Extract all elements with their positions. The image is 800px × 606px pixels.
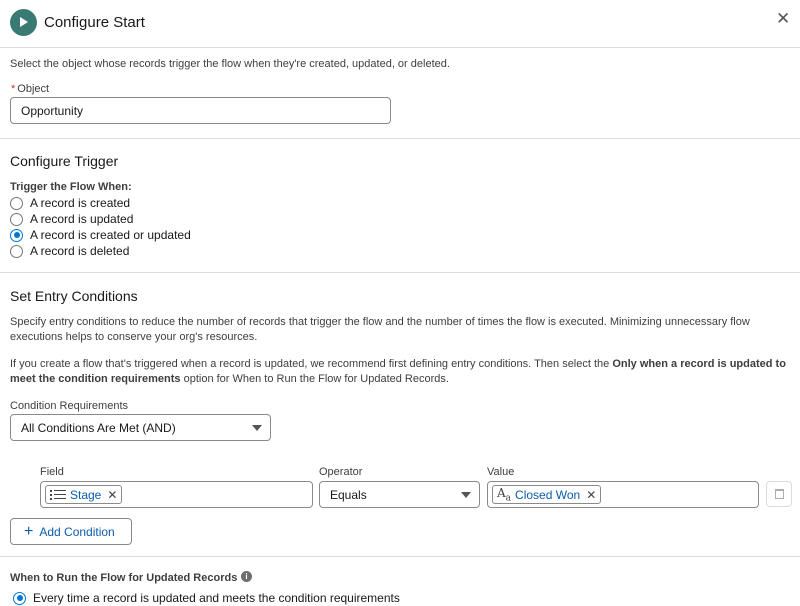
divider [0, 556, 800, 557]
object-input[interactable]: Opportunity [10, 97, 391, 124]
entry-conditions-title: Set Entry Conditions [10, 288, 138, 304]
value-pill-label: Closed Won [515, 487, 581, 502]
plus-icon: + [24, 522, 34, 540]
object-description: Select the object whose records trigger the flow when they're created, updated, or deleted. [10, 58, 450, 70]
recommendation-bold-text: Only when a record is updated to meet the condition requirements [10, 358, 786, 385]
delete-condition-button[interactable] [766, 481, 792, 507]
trash-icon [775, 489, 784, 499]
divider [0, 138, 800, 139]
radio-button[interactable] [10, 197, 23, 210]
close-icon[interactable]: ✕ [586, 487, 597, 502]
radio-option-created[interactable] [10, 195, 130, 211]
required-mark: * [11, 83, 16, 95]
object-label-text: Object [17, 83, 50, 95]
modal-header [0, 0, 800, 48]
radio-button[interactable] [10, 213, 23, 226]
divider [0, 272, 800, 273]
field-column-label: Field [40, 466, 64, 478]
trigger-label: Trigger the Flow When: [10, 181, 132, 193]
field-pill-label: Stage [70, 487, 102, 502]
value-input[interactable] [487, 481, 759, 508]
condition-requirements-select[interactable] [10, 414, 271, 441]
operator-value: Equals [330, 488, 367, 502]
operator-column-label: Operator [319, 466, 363, 478]
entry-conditions-description: Specify entry conditions to reduce the number of records that trigger the flow and the number of times the flow is executed. Minimizing unnecessary flow executions helps to conserve your org's resources. [10, 316, 750, 343]
radio-option-updated[interactable] [10, 211, 133, 227]
run-section-title: When to Run the Flow for Updated Records [10, 572, 238, 584]
field-input[interactable] [40, 481, 313, 508]
list-icon [50, 489, 66, 501]
text-icon: $A_a$ [497, 485, 512, 504]
radio-option-every-time[interactable] [13, 590, 400, 606]
recommendation-text-end: option for When to Run the Flow for Updated Records. [180, 372, 449, 385]
close-icon[interactable]: ✕ [107, 487, 118, 502]
condition-requirements-label: Condition Requirements [10, 400, 129, 412]
radio-label: Every time a record is updated and meets the condition requirements [33, 591, 400, 605]
info-icon[interactable]: i [241, 571, 252, 582]
radio-label: A record is updated [30, 212, 134, 226]
modal-title: Configure Start [44, 14, 145, 31]
radio-button-selected[interactable] [13, 592, 26, 605]
value-pill [492, 485, 601, 504]
object-label [11, 83, 49, 95]
radio-label: A record is created [30, 196, 131, 210]
radio-label: A record is created or updated [30, 228, 191, 242]
entry-conditions-recommendation [10, 357, 788, 386]
radio-option-deleted[interactable] [10, 243, 129, 259]
close-icon[interactable]: ✕ [776, 9, 791, 28]
chevron-down-icon [252, 425, 262, 431]
value-column-label: Value [487, 466, 515, 478]
add-condition-label: Add Condition [39, 524, 115, 539]
radio-label: A record is deleted [30, 244, 130, 258]
radio-option-created-or-updated[interactable] [10, 227, 191, 243]
radio-button-selected[interactable] [10, 229, 23, 242]
condition-requirements-value: All Conditions Are Met (AND) [21, 421, 176, 435]
field-pill [45, 485, 122, 504]
recommendation-text: If you create a flow that's triggered when a record is updated, we recommend first defining entry conditions. Then select the [10, 358, 613, 370]
configure-trigger-title: Configure Trigger [10, 153, 119, 169]
add-condition-button[interactable] [10, 518, 132, 545]
chevron-down-icon [461, 492, 471, 498]
radio-button[interactable] [10, 245, 23, 258]
operator-select[interactable] [319, 481, 480, 508]
play-icon [10, 9, 37, 36]
